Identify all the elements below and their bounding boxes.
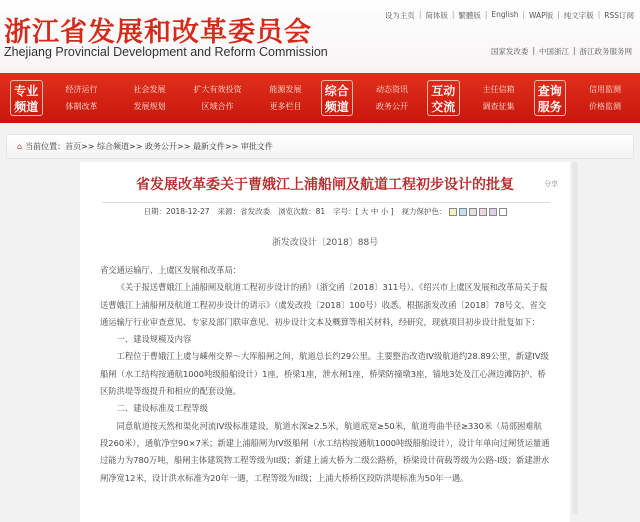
site-logo-cn[interactable]: 浙江省发展和改革委员会	[4, 17, 312, 48]
nav-channel-label: 频道	[14, 100, 39, 114]
main-nav	[0, 73, 640, 123]
eye-care-color-swatch[interactable]	[479, 208, 487, 216]
nav-channel-button[interactable]	[534, 80, 567, 116]
link-separator: |	[572, 46, 576, 55]
article-body	[100, 262, 550, 487]
nav-link-group	[580, 81, 630, 115]
top-link[interactable]: 设为主页	[384, 11, 415, 20]
nav-link[interactable]: 政务公开	[376, 102, 408, 111]
nav-link-group	[261, 81, 311, 115]
article-date: 日期：2018-12-27	[143, 207, 210, 216]
top-link[interactable]: 纯文字版	[563, 11, 594, 20]
eye-care-color-swatch[interactable]	[449, 208, 457, 216]
site-header	[0, 0, 640, 70]
link-separator: |	[418, 10, 422, 19]
partner-link[interactable]: 浙江政务服务网	[579, 47, 632, 56]
partner-link[interactable]: 中国浙江	[538, 47, 569, 56]
eye-care-color-swatch[interactable]	[459, 208, 467, 216]
article-paragraph: 《关于报送曹娥江上浦船闸及航道工程初步设计的函》（浙交函〔2018〕311号）、《绍兴市上虞区发展和改革局关于报送曹娥江上浦船闸及航道工程初步设计的请示》（虞发改投〔2018〕100号）收悉。根据浙发改函〔2018〕78号文、省交通运输厅行业审查意见、专家及部门联审意见、初步设计文本及概算等相关材料，经研究，现就项目初步设计批复如下：	[100, 282, 548, 327]
article-views: 浏览次数：81	[278, 207, 326, 216]
nav-channel-button[interactable]	[321, 80, 354, 116]
nav-link[interactable]: 价格监测	[589, 102, 621, 111]
top-link[interactable]: English	[491, 10, 519, 19]
breadcrumb-label: 当前位置：	[25, 142, 66, 151]
link-separator: |	[597, 10, 601, 19]
article-paragraph: 二、建设标准及工程等级	[116, 403, 208, 414]
breadcrumb-separator: >>	[81, 142, 98, 151]
link-separator: |	[532, 46, 535, 55]
nav-link[interactable]: 扩大有效投资	[193, 85, 242, 94]
nav-channel-label: 交流	[431, 100, 456, 114]
partner-link[interactable]: 国家发改委	[490, 47, 529, 56]
link-separator: |	[557, 10, 560, 19]
nav-channel-label: 综合	[324, 84, 349, 98]
nav-link[interactable]: 更多栏目	[269, 102, 302, 111]
top-link[interactable]: RSS订阅	[604, 11, 634, 20]
document-number: 浙发改设计〔2018〕88号	[271, 238, 379, 248]
nav-channel-label: 频道	[324, 100, 349, 114]
nav-link[interactable]: 动态资讯	[376, 85, 408, 94]
breadcrumb-link[interactable]: 综合频道	[97, 142, 130, 151]
nav-channel-label: 互动	[431, 84, 456, 98]
nav-link-group	[57, 81, 107, 115]
eye-care-color-swatch[interactable]	[469, 208, 477, 216]
home-icon: ⌂	[17, 142, 23, 151]
sub-links	[491, 46, 632, 57]
nav-link[interactable]: 调查征集	[482, 102, 515, 111]
nav-link[interactable]: 发展规划	[133, 102, 166, 111]
top-links	[385, 10, 634, 21]
eye-care-color-swatch[interactable]	[499, 208, 507, 216]
nav-link[interactable]: 社会发展	[133, 85, 166, 94]
nav-channel-label: 服务	[537, 100, 562, 114]
nav-link[interactable]: 经济运行	[65, 85, 98, 94]
nav-link-group	[367, 81, 417, 115]
article-paragraph: 同意航道按天然和渠化河流IV级标准建设，航道水深≥2.5米，航道底宽≥50米，航道弯曲半径≥330米（局部困难航段260米），通航净空90×7米；新建上浦船闸为IV级船闸（水工结构按通航1000吨级船舶设计），设计年单向过闸货运量通过能力为780万吨，船闸主体建筑物工程等级为II级；新建上浦大桥为二级公路桥，桥梁设计荷载等级为公路-I级；新建泄水闸净宽12米，设计洪水标准为20年一遇，工程等级为II级；上浦大桥桥区段防洪堤标准为50年一遇。	[100, 420, 550, 483]
nav-link-group	[474, 81, 524, 115]
article-paragraph: 工程位于曹娥江上虞与嵊州交界～大厍船闸之间，航道总长约29公里。主要整治改造IV级航道约28.89公里，新建IV级船闸（水工结构按通航1000吨级船舶设计）1座，桥梁1座，泄水闸1座，桥梁防撞墩3座，锚地3处及江心洲边滩防护、桥区防洪堤等级提升和相应的配套设施。	[100, 351, 549, 397]
breadcrumb-separator: >>	[224, 142, 241, 151]
title-divider	[102, 202, 550, 203]
link-separator: |	[522, 10, 526, 19]
breadcrumb-link[interactable]: 首页	[65, 142, 82, 151]
top-link[interactable]: 繁體版	[458, 11, 481, 20]
breadcrumb-separator: >>	[129, 142, 145, 151]
breadcrumb-link[interactable]: 政务公开	[144, 142, 177, 151]
breadcrumb-link[interactable]: 审批文件	[240, 142, 273, 151]
top-link[interactable]: 简体版	[425, 11, 448, 20]
eye-care-color-swatch[interactable]	[489, 208, 497, 216]
share-button[interactable]: 分享	[544, 180, 558, 188]
nav-link[interactable]: 信用监测	[589, 85, 621, 94]
scrollbar[interactable]	[572, 162, 578, 514]
article-title: 省发展改革委关于曹娥江上浦船闸及航道工程初步设计的批复	[136, 177, 514, 193]
eye-care-label: 视力保护色：	[401, 207, 447, 216]
nav-link[interactable]: 区域合作	[201, 102, 234, 111]
breadcrumb-link[interactable]: 最新文件	[192, 142, 225, 151]
article-meta	[80, 206, 570, 217]
nav-link-group	[193, 81, 243, 115]
nav-link[interactable]: 主任信箱	[482, 85, 515, 94]
article-paragraph: 一、建设规模及内容	[116, 334, 192, 345]
font-size-selector[interactable]: 字号：[ 大 中 小 ]	[333, 207, 394, 216]
nav-channel-label: 查询	[537, 84, 562, 98]
nav-channel-label: 专业	[14, 84, 39, 98]
top-link[interactable]: WAP版	[529, 11, 554, 20]
link-separator: |	[484, 10, 488, 19]
nav-link-group	[125, 81, 175, 115]
link-separator: |	[451, 10, 455, 19]
article-paragraph: 省交通运输厅、上虞区发展和改革局：	[100, 265, 242, 275]
nav-link[interactable]: 能源发展	[269, 85, 302, 94]
article-panel	[80, 162, 570, 522]
article-source: 来源：省发改委	[217, 207, 271, 216]
nav-channel-button[interactable]	[10, 80, 43, 116]
breadcrumb	[6, 134, 634, 159]
breadcrumb-separator: >>	[176, 142, 193, 151]
site-logo-en: Zhejiang Provincial Development and Reform Commission	[4, 45, 328, 59]
nav-channel-button[interactable]	[427, 80, 460, 116]
nav-link[interactable]: 体制改革	[65, 102, 98, 111]
